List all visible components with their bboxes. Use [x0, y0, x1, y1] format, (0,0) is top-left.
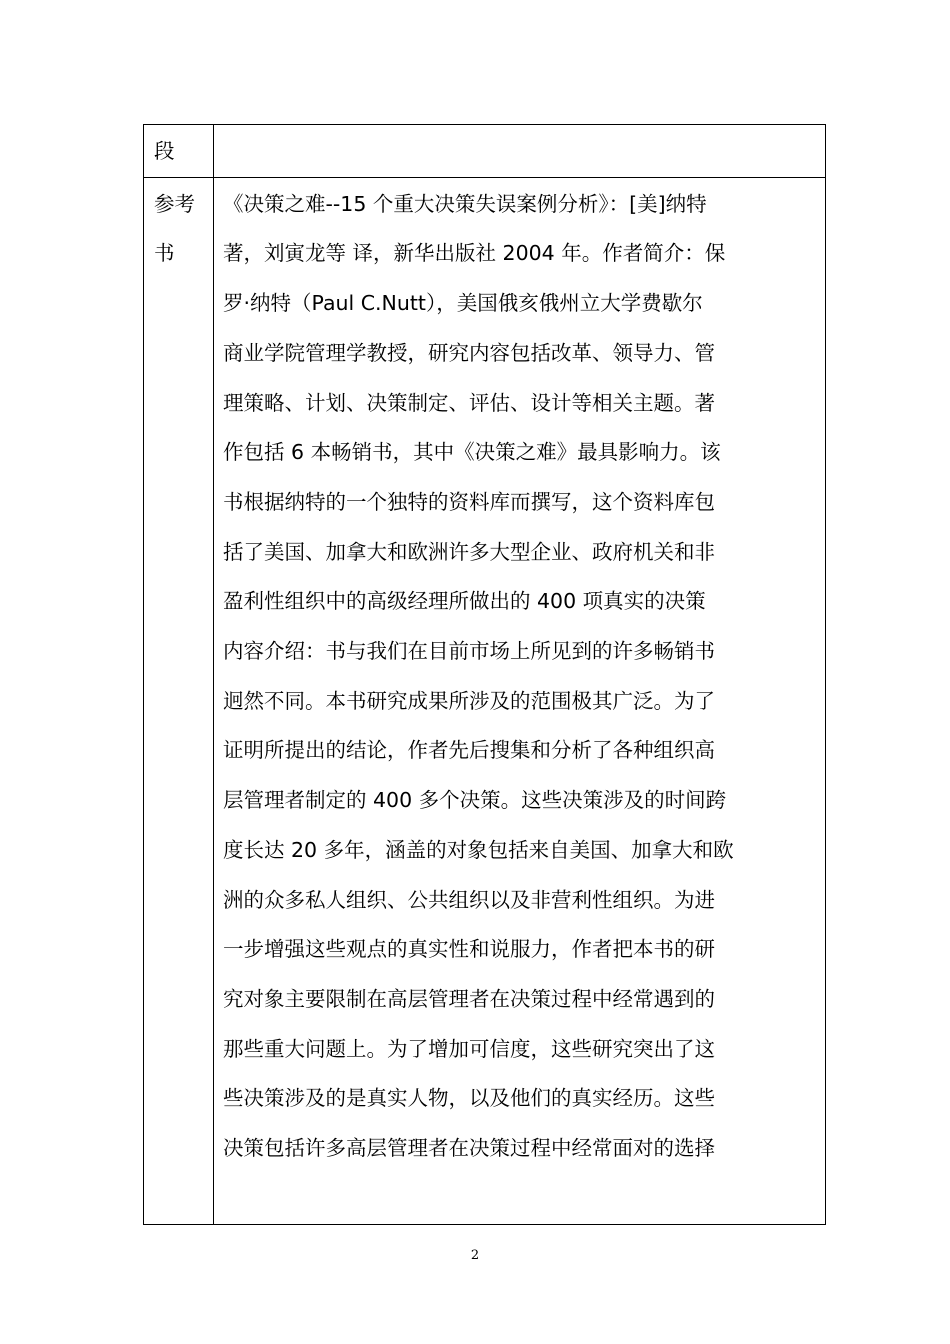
content-cell: [214, 125, 826, 178]
text-line: 证明所提出的结论，作者先后搜集和分析了各种组织高: [223, 738, 715, 763]
label-line: 书: [154, 241, 175, 266]
book-description: [214, 178, 825, 1174]
label-cell: [144, 177, 214, 1224]
text-line: 层管理者制定的 400 多个决策。这些决策涉及的时间跨: [223, 788, 727, 813]
text-line: 一步增强这些观点的真实性和说服力，作者把本书的研: [223, 937, 715, 962]
row-label-reference-book: [144, 178, 213, 279]
text-line: 决策包括许多高层管理者在决策过程中经常面对的选择: [223, 1136, 715, 1161]
reference-table: [143, 124, 826, 1225]
text-line: 内容介绍：书与我们在目前市场上所见到的许多畅销书: [223, 639, 715, 664]
text-line: 洲的众多私人组织、公共组织以及非营利性组织。为进: [223, 887, 715, 912]
text-line: 究对象主要限制在高层管理者在决策过程中经常遇到的: [223, 986, 715, 1011]
text-line: 盈利性组织中的高级经理所做出的 400 项真实的决策: [223, 589, 706, 614]
content-cell: [214, 177, 826, 1224]
text-line: 那些重大问题上。为了增加可信度，这些研究突出了这: [223, 1036, 715, 1061]
text-line: 书根据纳特的一个独特的资料库而撰写，这个资料库包: [223, 489, 715, 514]
table-row: [144, 125, 826, 178]
text-line: 迥然不同。本书研究成果所涉及的范围极其广泛。为了: [223, 688, 715, 713]
text-line: 罗·纳特（Paul C.Nutt），美国俄亥俄州立大学费歇尔: [223, 291, 703, 316]
table-row: [144, 177, 826, 1224]
text-line: 作包括 6 本畅销书，其中《决策之难》最具影响力。该: [223, 440, 721, 465]
text-line: 些决策涉及的是真实人物，以及他们的真实经历。这些: [223, 1086, 715, 1111]
text-line: 《决策之难--15 个重大决策失误案例分析》：[美]纳特: [223, 191, 707, 216]
row-content-empty: [214, 125, 825, 127]
row-label-duan: 段: [154, 139, 175, 163]
text-line: 著，刘寅龙等 译，新华出版社 2004 年。作者简介：保: [223, 241, 726, 266]
text-line: 理策略、计划、决策制定、评估、设计等相关主题。著: [223, 390, 715, 415]
label-cell: [144, 125, 214, 178]
label-line: 参考: [154, 191, 195, 216]
text-line: 度长达 20 多年，涵盖的对象包括来自美国、加拿大和欧: [223, 837, 734, 862]
text-line: 括了美国、加拿大和欧洲许多大型企业、政府机关和非: [223, 539, 715, 564]
page-number: 2: [470, 1248, 480, 1263]
text-line: 商业学院管理学教授，研究内容包括改革、领导力、管: [223, 340, 715, 365]
